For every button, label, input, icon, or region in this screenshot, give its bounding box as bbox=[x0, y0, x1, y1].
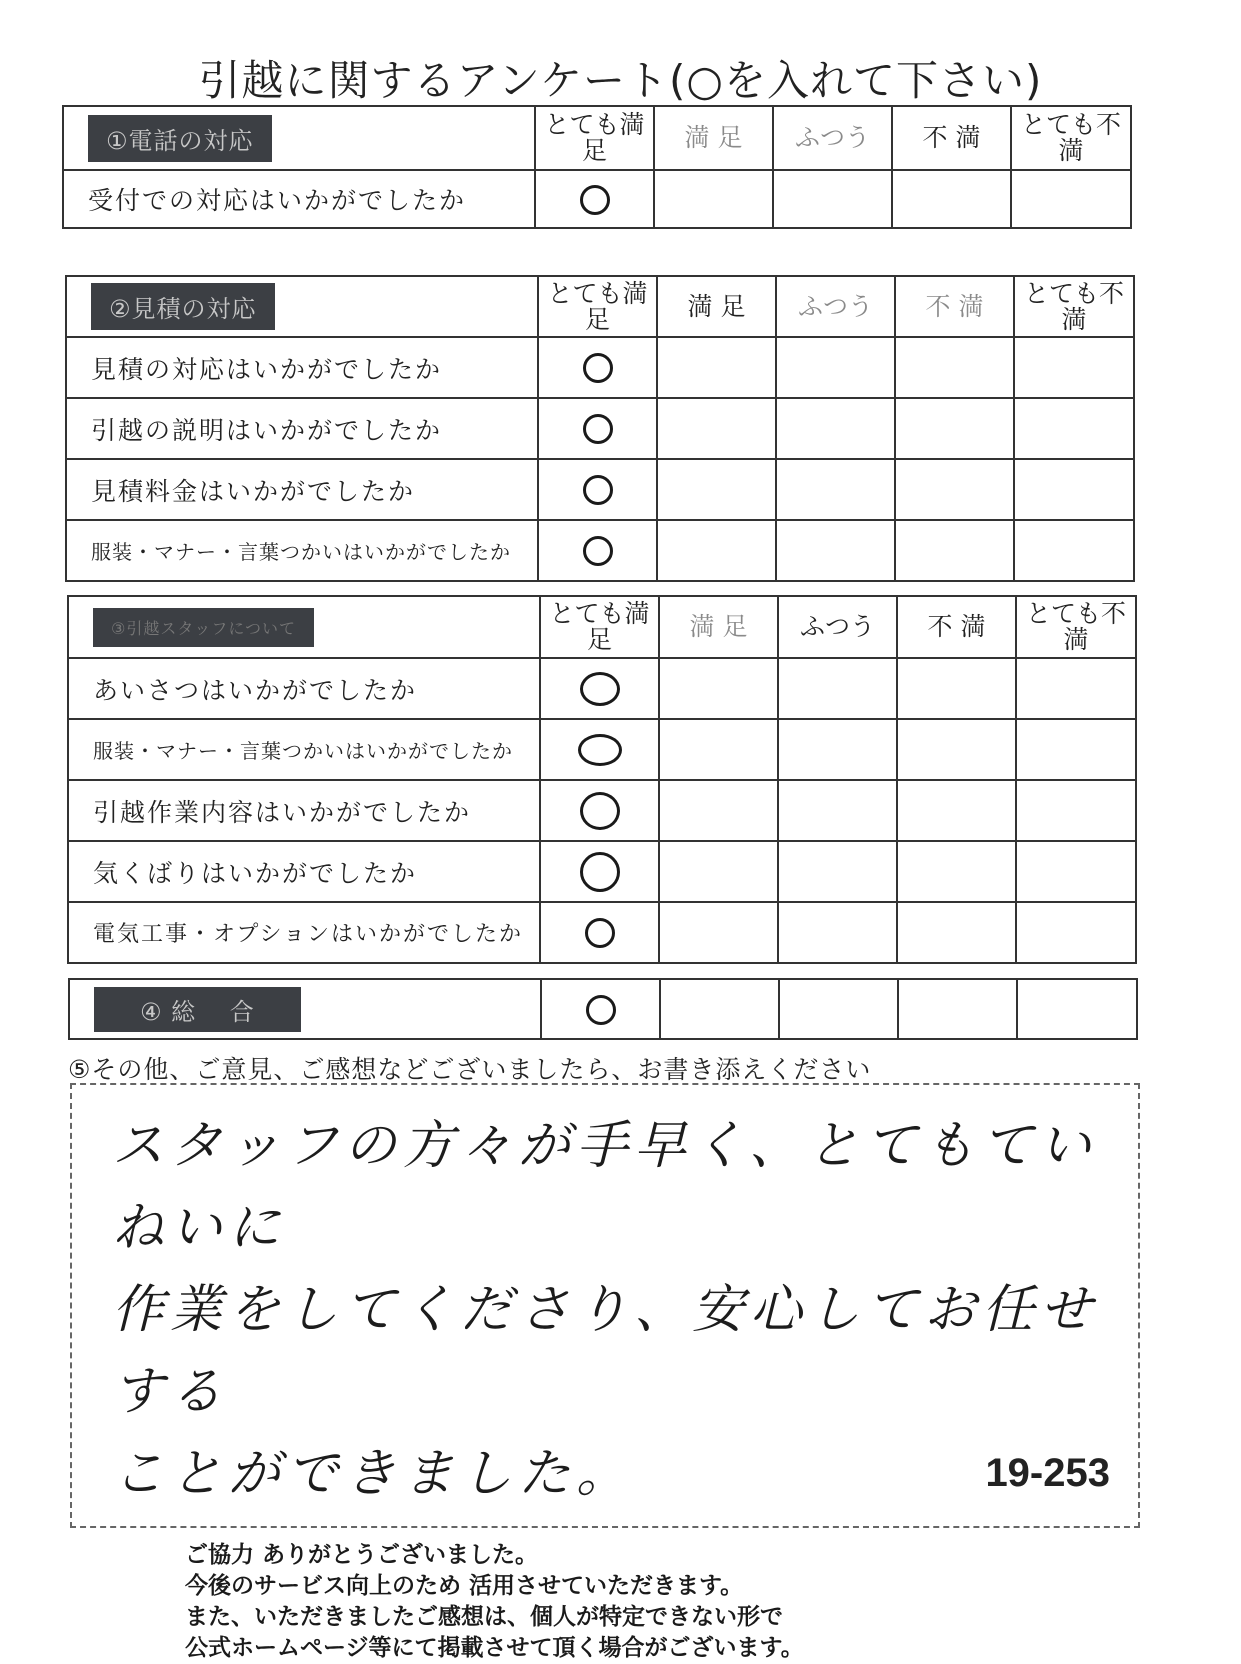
header-very-dissatisfied: とても不満 bbox=[1011, 106, 1131, 170]
answer-cell bbox=[895, 520, 1014, 581]
question-text: 服装・マナー・言葉つかいはいかがでしたか bbox=[68, 719, 540, 780]
section-header-cell bbox=[68, 596, 540, 658]
answer-cell bbox=[659, 719, 778, 780]
answer-cell bbox=[776, 520, 895, 581]
answer-cell bbox=[540, 841, 659, 902]
header-dissatisfied: 不 満 bbox=[892, 106, 1011, 170]
answer-cell bbox=[1016, 658, 1136, 719]
circle-mark bbox=[585, 918, 615, 948]
answer-cell bbox=[654, 170, 773, 228]
answer-cell bbox=[895, 398, 1014, 459]
header-neutral: ふつう bbox=[776, 276, 895, 337]
answer-cell bbox=[773, 170, 892, 228]
section-overall-table bbox=[68, 978, 1138, 1040]
circle-mark bbox=[578, 734, 622, 766]
answer-cell bbox=[541, 979, 660, 1039]
section-header-cell bbox=[69, 979, 541, 1039]
header-very-dissatisfied: とても不満 bbox=[1014, 276, 1134, 337]
circle-mark bbox=[583, 414, 613, 444]
footer-line: 公式ホームページ等にて掲載させて頂く場合がございます。 bbox=[185, 1635, 804, 1661]
question-text: 引越作業内容はいかがでしたか bbox=[68, 780, 540, 841]
header-very-satisfied: とても満足 bbox=[535, 106, 654, 170]
question-text: あいさつはいかがでしたか bbox=[68, 658, 540, 719]
footer-line: また、いただきましたご感想は、個人が特定できない形で bbox=[185, 1604, 783, 1630]
header-dissatisfied: 不 満 bbox=[895, 276, 1014, 337]
circle-mark bbox=[583, 475, 613, 505]
header-very-dissatisfied: とても不満 bbox=[1016, 596, 1136, 658]
answer-cell bbox=[778, 719, 897, 780]
answer-cell bbox=[776, 337, 895, 398]
answer-cell bbox=[898, 979, 1017, 1039]
answer-cell bbox=[776, 459, 895, 520]
circle-mark bbox=[580, 852, 620, 892]
answer-cell bbox=[657, 520, 776, 581]
question-text: 気くばりはいかがでしたか bbox=[68, 841, 540, 902]
header-very-satisfied: とても満足 bbox=[538, 276, 657, 337]
header-satisfied: 満 足 bbox=[659, 596, 778, 658]
answer-cell bbox=[538, 459, 657, 520]
answer-cell bbox=[659, 658, 778, 719]
header-very-satisfied: とても満足 bbox=[540, 596, 659, 658]
question-text: 見積料金はいかがでしたか bbox=[66, 459, 538, 520]
footer-line: 今後のサービス向上のため 活用させていただきます。 bbox=[185, 1573, 744, 1599]
answer-cell bbox=[657, 459, 776, 520]
section-estimate-table bbox=[65, 275, 1135, 582]
section-staff-table bbox=[67, 595, 1137, 964]
answer-cell bbox=[540, 719, 659, 780]
answer-cell bbox=[538, 398, 657, 459]
footer-note bbox=[185, 1540, 804, 1664]
answer-cell bbox=[778, 841, 897, 902]
answer-cell bbox=[897, 841, 1016, 902]
circle-mark bbox=[580, 185, 610, 215]
comment-prompt: ⑤その他、ご意見、ご感想などございましたら、お書き添えください bbox=[68, 1055, 872, 1084]
answer-cell bbox=[776, 398, 895, 459]
circle-mark bbox=[583, 353, 613, 383]
section-header-cell bbox=[63, 106, 535, 170]
answer-cell bbox=[538, 337, 657, 398]
circle-mark bbox=[586, 995, 616, 1025]
comment-line: 作業をしてくださり、安心してお任せする bbox=[112, 1280, 1099, 1422]
header-neutral: ふつう bbox=[773, 106, 892, 170]
answer-cell bbox=[540, 902, 659, 963]
answer-cell bbox=[1017, 979, 1137, 1039]
answer-cell bbox=[895, 459, 1014, 520]
answer-cell bbox=[538, 520, 657, 581]
question-text: 電気工事・オプションはいかがでしたか bbox=[68, 902, 540, 963]
answer-cell bbox=[535, 170, 654, 228]
comment-line: スタッフの方々が手早く、とてもていねいに bbox=[112, 1116, 1097, 1258]
answer-cell bbox=[1016, 780, 1136, 841]
question-text: 引越の説明はいかがでしたか bbox=[66, 398, 538, 459]
answer-cell bbox=[778, 780, 897, 841]
answer-cell bbox=[1014, 337, 1134, 398]
circle-mark bbox=[580, 672, 620, 706]
question-text: 服装・マナー・言葉つかいはいかがでしたか bbox=[66, 520, 538, 581]
circle-mark bbox=[583, 536, 613, 566]
answer-cell bbox=[778, 658, 897, 719]
question-text: 見積の対応はいかがでしたか bbox=[66, 337, 538, 398]
survey-title: 引越に関するアンケート(○を入れて下さい) bbox=[198, 56, 1043, 105]
header-dissatisfied: 不 満 bbox=[897, 596, 1016, 658]
answer-cell bbox=[895, 337, 1014, 398]
section-label: ①電話の対応 bbox=[88, 115, 272, 162]
answer-cell bbox=[778, 902, 897, 963]
section-header-cell bbox=[66, 276, 538, 337]
form-code: 19-253 bbox=[985, 1451, 1110, 1495]
answer-cell bbox=[1016, 841, 1136, 902]
answer-cell bbox=[897, 658, 1016, 719]
answer-cell bbox=[897, 719, 1016, 780]
answer-cell bbox=[1014, 520, 1134, 581]
header-neutral: ふつう bbox=[778, 596, 897, 658]
circle-mark bbox=[580, 792, 620, 830]
answer-cell bbox=[540, 780, 659, 841]
answer-cell bbox=[1016, 719, 1136, 780]
answer-cell bbox=[779, 979, 898, 1039]
question-text: 受付での対応はいかがでしたか bbox=[63, 170, 535, 228]
header-satisfied: 満 足 bbox=[654, 106, 773, 170]
section-phone-table bbox=[62, 105, 1132, 229]
answer-cell bbox=[1016, 902, 1136, 963]
answer-cell bbox=[897, 902, 1016, 963]
answer-cell bbox=[659, 902, 778, 963]
header-satisfied: 満 足 bbox=[657, 276, 776, 337]
answer-cell bbox=[657, 337, 776, 398]
section-label: ④ 総 合 bbox=[94, 987, 301, 1032]
answer-cell bbox=[540, 658, 659, 719]
answer-cell bbox=[657, 398, 776, 459]
comment-line: ことができました。 bbox=[112, 1444, 635, 1504]
section-label: ③引越スタッフについて bbox=[93, 608, 314, 647]
answer-cell bbox=[660, 979, 779, 1039]
answer-cell bbox=[892, 170, 1011, 228]
comment-box bbox=[70, 1083, 1140, 1528]
answer-cell bbox=[1014, 459, 1134, 520]
answer-cell bbox=[897, 780, 1016, 841]
footer-line: ご協力 ありがとうございました。 bbox=[185, 1542, 539, 1568]
answer-cell bbox=[1014, 398, 1134, 459]
section-label: ②見積の対応 bbox=[91, 283, 275, 330]
answer-cell bbox=[659, 780, 778, 841]
answer-cell bbox=[1011, 170, 1131, 228]
handwritten-comment bbox=[112, 1105, 1122, 1515]
answer-cell bbox=[659, 841, 778, 902]
